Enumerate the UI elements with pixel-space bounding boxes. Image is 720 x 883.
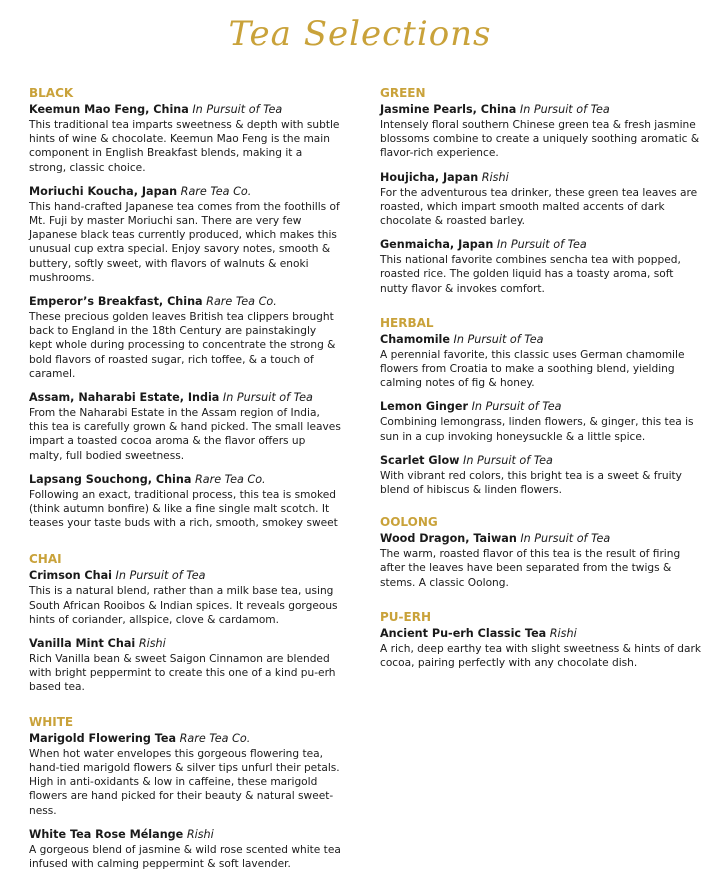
tea-name: Ancient Pu-erh Classic Tea [380,626,547,640]
section-heading: HERBAL [380,315,434,330]
section-heading: PU-ERH [380,609,431,624]
tea-name: Lapsang Souchong, China [29,472,192,486]
tea-item [29,569,341,627]
tea-name: Emperor’s Breakfast, China [29,295,203,309]
tea-name: Crimson Chai [29,569,112,583]
tea-item [29,732,341,818]
tea-name: Assam, Naharabi Estate, India [29,391,220,405]
tea-name: Lemon Ginger [380,400,469,414]
tea-item-header [380,400,702,414]
tea-description: A perennial favorite, this classic uses German chamomile flowers from Croatia to make a soothing blend, yielding calming notes of fig & honey. [380,348,685,390]
tea-vendor: In Pursuit of Tea [453,332,544,346]
section-heading: CHAI [29,552,62,567]
tea-description: Following an exact, traditional process, this tea is smoked (think autumn bonfire) & like a fine single malt scotch. It teases your taste buds with a rich, smooth, smokey sweet [29,488,338,530]
tea-vendor: Rare Tea Co. [180,184,252,198]
tea-section-chai [29,552,341,694]
tea-vendor: In Pursuit of Tea [496,238,587,252]
tea-section-herbal [380,316,702,497]
tea-vendor: In Pursuit of Tea [192,103,283,116]
tea-description: A gorgeous blend of jasmine & wild rose scented white tea infused with calming peppermint & soft lavender. [29,843,341,870]
tea-section-green [380,86,702,296]
tea-item [29,637,341,695]
tea-item [29,391,341,463]
tea-vendor: Rishi [481,170,509,184]
tea-item [29,828,341,871]
tea-item [380,171,702,229]
tea-name: Wood Dragon, Taiwan [380,532,517,546]
tea-item [380,238,702,296]
tea-vendor: Rishi [186,827,214,841]
tea-item [380,627,702,670]
right-column [380,86,702,682]
tea-name: Genmaicha, Japan [380,238,494,252]
tea-description: When hot water envelopes this gorgeous flowering tea, hand-tied marigold flowers & silver tips unfurl their petals. High in anti-oxidants & low in caffeine, these marigold flowers are hand picked for their beauty & natural sweet-ness. [29,747,340,817]
tea-vendor: Rare Tea Co. [179,731,251,745]
tea-item-header [380,454,702,468]
tea-description: Rich Vanilla bean & sweet Saigon Cinnamon are blended with bright peppermint to create this one of a kind pu-erh based tea. [29,653,336,694]
tea-name: Scarlet Glow [380,453,460,467]
tea-description: This national favorite combines sencha tea with popped, roasted rice. The golden liquid has a toasty aroma, soft nutty flavor & invokes comfort. [380,254,681,295]
tea-item-header [380,171,702,185]
tea-vendor: In Pursuit of Tea [520,532,611,546]
tea-vendor: Rare Tea Co. [206,295,277,309]
tea-item [29,473,341,531]
tea-vendor: Rishi [138,637,166,651]
tea-vendor: In Pursuit of Tea [463,453,553,467]
tea-name: White Tea Rose Mélange [29,827,184,841]
tea-description: The warm, roasted flavor of this tea is the result of firing after the leaves have been separated from the twigs & stems. A classic Oolong. [380,548,681,589]
tea-description: This hand-crafted Japanese tea comes from the foothills of Mt. Fuji by master Moriuchi san. There are very few Japanese black teas currently produced, which makes this unusual cup extra special. Enjoy savory notes, smooth & buttery, softly sweet, with flavors of walnuts & enoki mushrooms. [29,200,340,284]
left-column [29,86,341,883]
tea-item [29,185,341,285]
section-heading: BLACK [29,86,74,100]
tea-name: Keemun Mao Feng, China [29,103,189,116]
tea-item [380,400,702,443]
tea-item-header [29,732,341,746]
tea-section-pu-erh [380,610,702,670]
tea-vendor: Rare Tea Co. [194,472,266,486]
tea-item [380,333,702,391]
tea-vendor: In Pursuit of Tea [519,103,610,116]
tea-item-header [29,185,341,199]
tea-item-header [29,828,341,842]
tea-name: Vanilla Mint Chai [29,637,136,651]
tea-item-header [29,295,341,309]
tea-item [380,103,702,161]
tea-item-header [380,627,702,641]
tea-description: This is a natural blend, rather than a milk base tea, using South African Rooibos & Indian spices. It reveals gorgeous hints of coriander, allspice, clove & cardamom. [29,585,338,626]
tea-vendor: Rishi [549,626,577,640]
page-title: Tea Selections [228,14,492,54]
tea-item-header [29,103,341,117]
tea-item-header [29,637,341,651]
tea-vendor: In Pursuit of Tea [471,400,562,414]
tea-item-header [380,333,702,347]
tea-item-header [380,238,702,252]
tea-description: A rich, deep earthy tea with slight sweetness & hints of dark cocoa, pairing perfectly with any chocolate dish. [380,642,701,670]
tea-vendor: In Pursuit of Tea [115,569,206,583]
tea-name: Houjicha, Japan [380,170,479,184]
tea-description: Intensely floral southern Chinese green tea & fresh jasmine blossoms combine to create a uniquely soothing aromatic & flavor-rich experience. [380,119,700,160]
section-heading: WHITE [29,714,74,729]
tea-section-oolong [380,515,702,590]
tea-section-white [29,715,341,871]
tea-description: Combining lemongrass, linden flowers, & ginger, this tea is sun in a cup invoking honeysuckle & a little spice. [380,416,694,443]
tea-name: Jasmine Pearls, China [380,103,517,116]
tea-item-header [29,473,341,487]
tea-name: Marigold Flowering Tea [29,731,177,745]
tea-name: Chamomile [380,332,450,346]
tea-description: From the Naharabi Estate in the Assam region of India, this tea is carefully grown & hand picked. The small leaves impart a toasted cocoa aroma & the flavor offers up malty, full bodied sweetness. [29,407,341,462]
section-heading: GREEN [380,86,426,100]
tea-item [29,103,341,175]
tea-description: This traditional tea imparts sweetness & depth with subtle hints of wine & chocolate. Keemun Mao Feng is the main component in English Breakfast blends, making it a strong, classic choice. [29,119,340,174]
tea-name: Moriuchi Koucha, Japan [29,184,178,198]
tea-description: These precious golden leaves British tea clippers brought back to England in the 18th Century are painstakingly kept whole during processing to concentrate the strong & bold flavors of roasted sugar, rich toffee, & a touch of caramel. [29,311,336,380]
tea-item-header [29,569,341,583]
section-heading: OOLONG [380,515,438,530]
tea-vendor: In Pursuit of Tea [222,391,313,405]
tea-item-header [29,391,341,405]
tea-item-header [380,532,702,546]
tea-item-header [380,103,702,117]
tea-item [29,295,341,381]
tea-description: With vibrant red colors, this bright tea is a sweet & fruity blend of hibiscus & linden flowers. [380,469,682,497]
tea-section-black [29,86,341,530]
tea-item [380,454,702,497]
tea-item [380,532,702,590]
tea-description: For the adventurous tea drinker, these green tea leaves are roasted, which impart smooth malted accents of dark chocolate & roasted barley. [380,186,698,228]
